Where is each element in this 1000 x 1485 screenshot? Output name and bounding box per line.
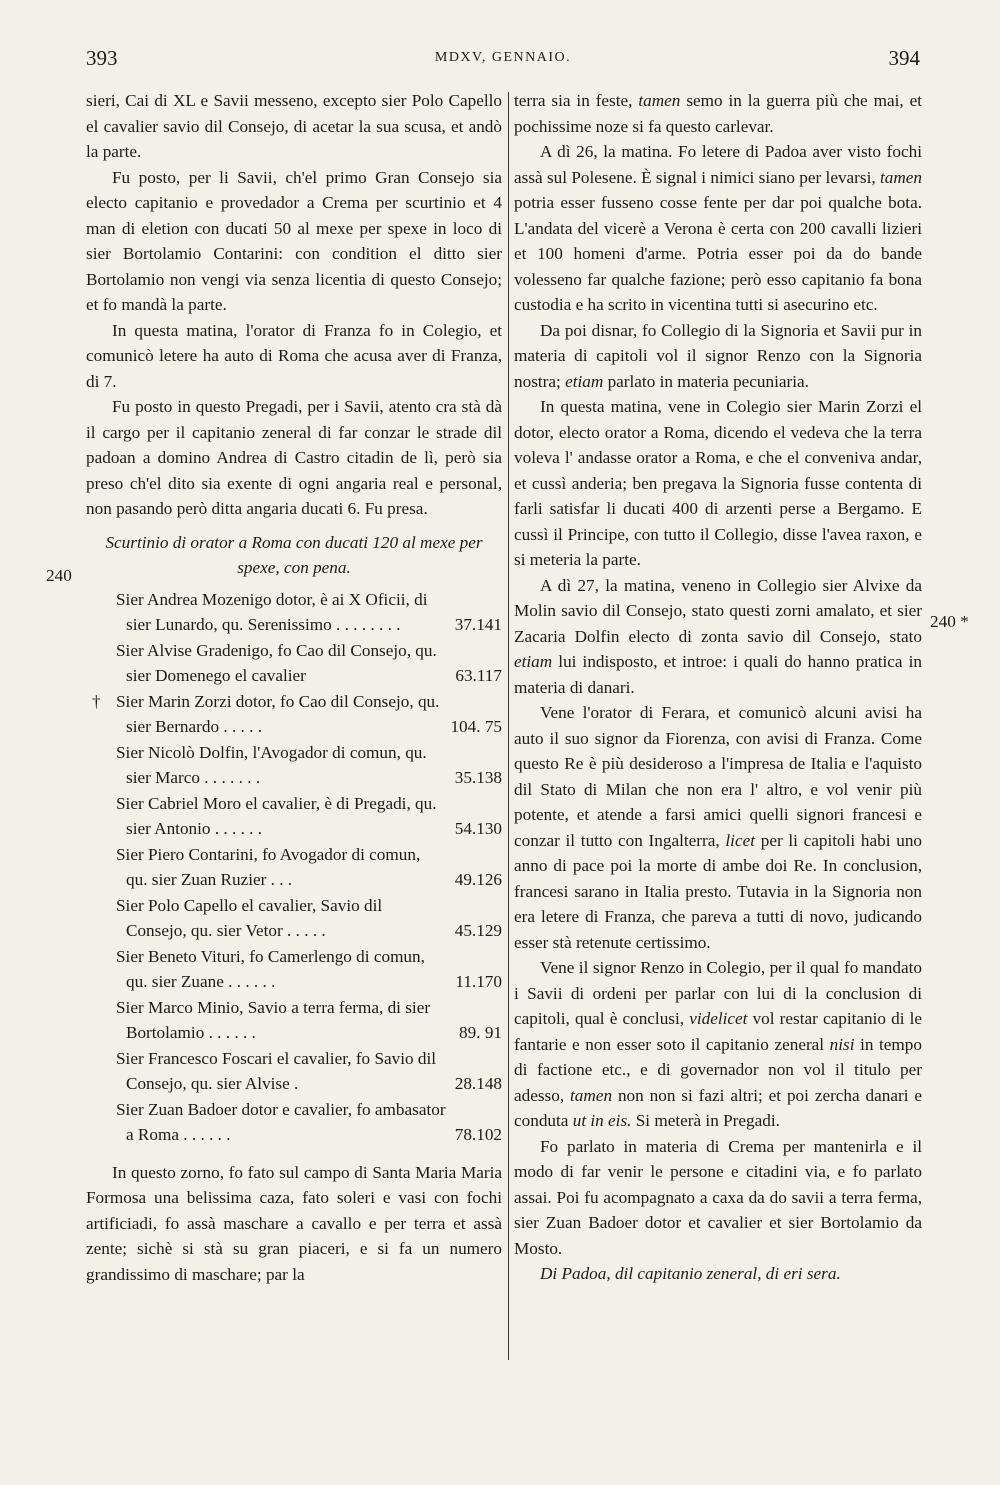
page-header [86, 46, 920, 76]
paragraph: Da poi disnar, fo Collegio di la Signoria et Savii pur in materia di capitoli vol il signor Renzo con la Signoria nostra; etiam parlato in materia pecuniaria. [514, 320, 922, 391]
candidate-name: Sier Alvise Gradenigo, fo Cao dil Consejo, qu. sier Domenego el cavalier [116, 640, 437, 685]
paragraph: Di Padoa, dil capitanio zeneral, di eri sera. [540, 1264, 841, 1283]
paragraph: terra sia in feste, tamen semo in la guerra più che mai, et pochissime noze si fa questo carlevar. [514, 91, 922, 136]
vote-count: 11.170 [455, 972, 502, 991]
ballot-entry [86, 740, 502, 791]
ballot-entry [86, 893, 502, 944]
candidate-name: Sier Marin Zorzi dotor, fo Cao dil Consejo, qu. sier Bernardo . . . . . [116, 691, 440, 736]
paragraph: Vene il signor Renzo in Colegio, per il qual fo mandato i Savii di ordeni per parlar con lui di la conclusion di capitoli, qual è conclusi, videlicet vol restar capitanio di le fantarie e non esser soto il capitanio zeneral nisi in tempo di factione etc., e di governador non vol il titulo per adesso, tamen non non si fazi altri; et poi zercha danari e conduta ut in eis. Si meterà in Pregadi. [514, 958, 923, 1130]
candidate-name: Sier Francesco Foscari el cavalier, fo Savio dil Consejo, qu. sier Alvise . [116, 1048, 437, 1093]
paragraph: Fo parlato in materia di Crema per mantenirla e il modo di far venir le persone e citadini via, e fo parlato assai. Poi fu acompagnato a caxa da do savii a terra ferma, sier Zuan Badoer dotor et cavalier et sier Bortolamio da Mosto. [514, 1136, 922, 1258]
vote-count: 45.129 [454, 921, 502, 940]
right-column [514, 88, 922, 1287]
page-number-right: 394 [888, 46, 920, 70]
vote-count: 104. 75 [450, 717, 502, 736]
candidate-name: Sier Andrea Mozenigo dotor, è ai X Oficii, di sier Lunardo, qu. Serenissimo . . . . . . . . [116, 589, 428, 634]
candidate-name: Sier Marco Minio, Savio a terra ferma, di sier Bortolamio . . . . . . [116, 997, 431, 1042]
paragraph: A dì 26, la matina. Fo letere di Padoa aver visto fochi assà sul Polesene. È signal i nimici siano per levarsi, tamen potria esser fusseno cosse fente per dar poi qualche bota. L'andata del vicerè a Verona è certa con 200 cavalli lizieri et 100 homeni d'arme. Potria esser poi da do bande volesseno far qualche fazione; però esso capitanio fa bona custodia e ha scrito in vicentina tutti si asecurino etc. [514, 142, 923, 314]
margin-number-right: 240 * [930, 612, 969, 631]
elected-mark: † [92, 691, 101, 711]
candidate-name: Sier Cabriel Moro el cavalier, è di Pregadi, qu. sier Antonio . . . . . . [116, 793, 437, 838]
vote-count: 49.126 [454, 870, 502, 889]
vote-count: 63.117 [455, 666, 502, 685]
ballot-entry [86, 995, 502, 1046]
paragraph: Fu posto in questo Pregadi, per i Savii, atento cra stà dà il cargo per il capitanio zeneral di far conzar le strade dil padoan a domino Andrea di Castro citadin de lì, però sia preso ch'el dito sia exente di ogni angaria real e personal, non pasando però ditta angaria ducati 6. Fu presa. [86, 397, 502, 518]
left-column [86, 88, 502, 1287]
column-divider [508, 92, 509, 1360]
section-heading: Scurtinio di orator a Roma con ducati 120 al mexe per spexe, con pena. [105, 532, 483, 577]
vote-count: 28.148 [454, 1074, 502, 1093]
paragraph: In questa matina, l'orator di Franza fo in Colegio, et comunicò letere ha auto di Roma che acusa aver di Franza, di 7. [86, 320, 502, 391]
paragraph: A dì 27, la matina, veneno in Collegio sier Alvixe da Molin savio dil Consejo, stato questi zorni amalato, et sier Zacaria Dolfin electo di zonta savio dil Consejo, stato etiam lui indisposto, et introe: i quali do hanno pratica in materia di danari. [514, 575, 923, 697]
ballot-entry [86, 791, 502, 842]
vote-count: 78.102 [454, 1125, 502, 1144]
vote-count: 37.141 [454, 615, 502, 634]
paragraph: Vene l'orator di Ferara, et comunicò alcuni avisi ha auto il suo signor da Fiorenza, con avisi di Franza. Come questo Re è più desideroso a l'impresa de Italia e l'aquisto dil Stato di Milan che non era l' altro, e vol venir più potente, et atende a farsi amici quelli signori francesi e conzar il tutto con Ingalterra, licet per li capitoli habi uno anno di pace poi la morte di ambe doi Re. In conclusion, francesi sarano in Italia presto. Tutavia in la Signoria non era letere di Franza, che pareva a tutti di novo, judicando esser stà retenute certissimo. [514, 703, 923, 952]
ballot-entry [86, 944, 502, 995]
paragraph: Fu posto, per li Savii, ch'el primo Gran Consejo sia electo capitanio e provedador a Crema per scurtinio et 4 man di eletion con ducati 50 al mexe per spexe in loco di sier Bortolamio Contarini: con condition el ditto sier Bortolamio non vengi via senza licentia di questo Consejo; et fo mandà la parte. [86, 167, 502, 314]
vote-count: 54.130 [454, 819, 502, 838]
ballot-list [86, 587, 502, 1148]
vote-count: 35.138 [454, 768, 502, 787]
ballot-entry [86, 587, 502, 638]
candidate-name: Sier Piero Contarini, fo Avogador di comun, qu. sier Zuan Ruzier . . . [116, 844, 421, 889]
ballot-entry [86, 1097, 502, 1148]
ballot-entry [86, 1046, 502, 1097]
paragraph: In questa matina, vene in Colegio sier Marin Zorzi el dotor, electo orator a Roma, dicendo el vedeva che la terra voleva l' andasse orator a Roma, e che el conveniva andar, et cussì anderia; ben pregava la Signoria fusse contenta di farli satisfar li ducati 400 di arzenti perse a Bergamo. E cussì il Principe, con tutto il Collegio, disse l'avea raxon, e si meteria la parte. [514, 397, 922, 569]
vote-count: 89. 91 [459, 1023, 502, 1042]
candidate-name: Sier Beneto Vituri, fo Camerlengo di comun, qu. sier Zuane . . . . . . [116, 946, 425, 991]
candidate-name: Sier Polo Capello el cavalier, Savio dil Consejo, qu. sier Vetor . . . . . [116, 895, 383, 940]
margin-number-left: 240 [46, 566, 72, 585]
candidate-name: Sier Nicolò Dolfin, l'Avogador di comun, qu. sier Marco . . . . . . . [116, 742, 427, 787]
candidate-name: Sier Zuan Badoer dotor e cavalier, fo ambasator a Roma . . . . . . [116, 1099, 446, 1144]
ballot-entry [86, 638, 502, 689]
running-head: MDXV, GENNAIO. [434, 50, 572, 65]
paragraph: sieri, Cai di XL e Savii messeno, excepto sier Polo Capello el cavalier savio dil Consejo, di acetar la sua scusa, et andò la parte. [86, 91, 502, 161]
page-number-left: 393 [86, 46, 118, 70]
ballot-entry [86, 842, 502, 893]
paragraph: In questo zorno, fo fato sul campo di Santa Maria Maria Formosa una belissima caza, fato soleri e vasi con fochi artificiadi, fo assà maschare a cavallo e per terra et assà zente; sichè si stà su gran piaceri, e si fa un numero grandissimo di maschare; par la [86, 1162, 502, 1284]
ballot-entry [86, 689, 502, 740]
